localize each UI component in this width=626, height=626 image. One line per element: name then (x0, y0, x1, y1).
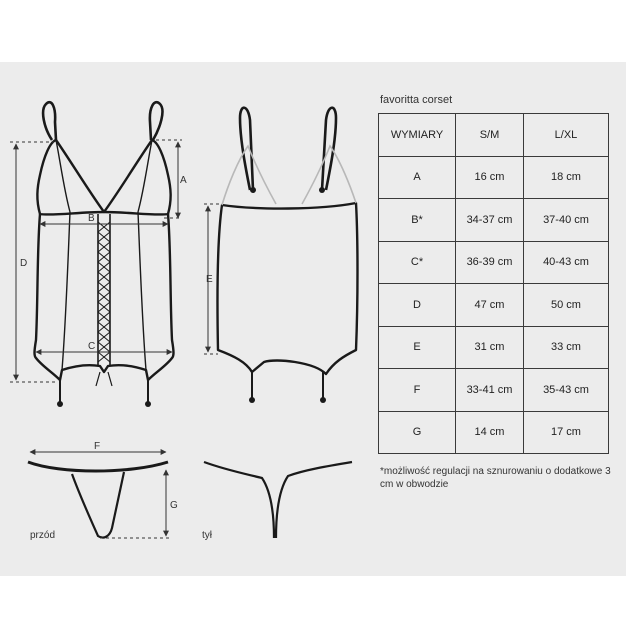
dimension-lines (10, 140, 222, 538)
size-table (378, 113, 609, 454)
front-view-label: przód (30, 530, 56, 541)
cell-lxl: 37-40 cm (524, 199, 609, 242)
table-row (379, 199, 609, 242)
cell-sm: 34-37 cm (456, 199, 524, 242)
back-view-label: tył (202, 530, 212, 541)
cell-sm: 47 cm (456, 284, 524, 327)
header-size-sm: S/M (456, 114, 524, 157)
cell-sm: 36-39 cm (456, 241, 524, 284)
dim-label-g: G (170, 500, 178, 511)
row-label: D (379, 284, 456, 327)
cell-sm: 33-41 cm (456, 369, 524, 412)
dim-label-c: C (88, 341, 96, 352)
garter-clip-left (57, 401, 63, 407)
row-label: C* (379, 241, 456, 284)
cell-lxl: 17 cm (524, 411, 609, 454)
table-row (379, 411, 609, 454)
row-label: E (379, 326, 456, 369)
table-row (379, 369, 609, 412)
cell-lxl: 35-43 cm (524, 369, 609, 412)
row-label: B* (379, 199, 456, 242)
dim-label-a: A (180, 175, 187, 186)
row-label: A (379, 156, 456, 199)
table-header-row (379, 114, 609, 157)
cell-lxl: 50 cm (524, 284, 609, 327)
table-row (379, 241, 609, 284)
front-thong (28, 462, 168, 538)
back-thong (204, 462, 352, 538)
dim-label-b: B (88, 213, 95, 224)
back-corset (217, 108, 357, 398)
cell-lxl: 40-43 cm (524, 241, 609, 284)
table-row (379, 156, 609, 199)
back-straps-sheer (222, 146, 356, 205)
garter-clip-right (145, 401, 151, 407)
cell-sm: 31 cm (456, 326, 524, 369)
footnote: *możliwość regulacji na sznurowaniu o dodatkowe 3 cm w obwodzie (380, 466, 611, 490)
cell-lxl: 33 cm (524, 326, 609, 369)
product-title: favoritta corset (380, 94, 453, 106)
dim-label-f: F (94, 441, 101, 452)
row-label: F (379, 369, 456, 412)
dim-label-e: E (206, 274, 213, 285)
row-label: G (379, 411, 456, 454)
cell-lxl: 18 cm (524, 156, 609, 199)
table-row (379, 284, 609, 327)
cell-sm: 16 cm (456, 156, 524, 199)
table-row (379, 326, 609, 369)
header-measurement: WYMIARY (379, 114, 456, 157)
dim-label-d: D (20, 258, 28, 269)
header-size-lxl: L/XL (524, 114, 609, 157)
front-corset (35, 102, 174, 402)
cell-sm: 14 cm (456, 411, 524, 454)
